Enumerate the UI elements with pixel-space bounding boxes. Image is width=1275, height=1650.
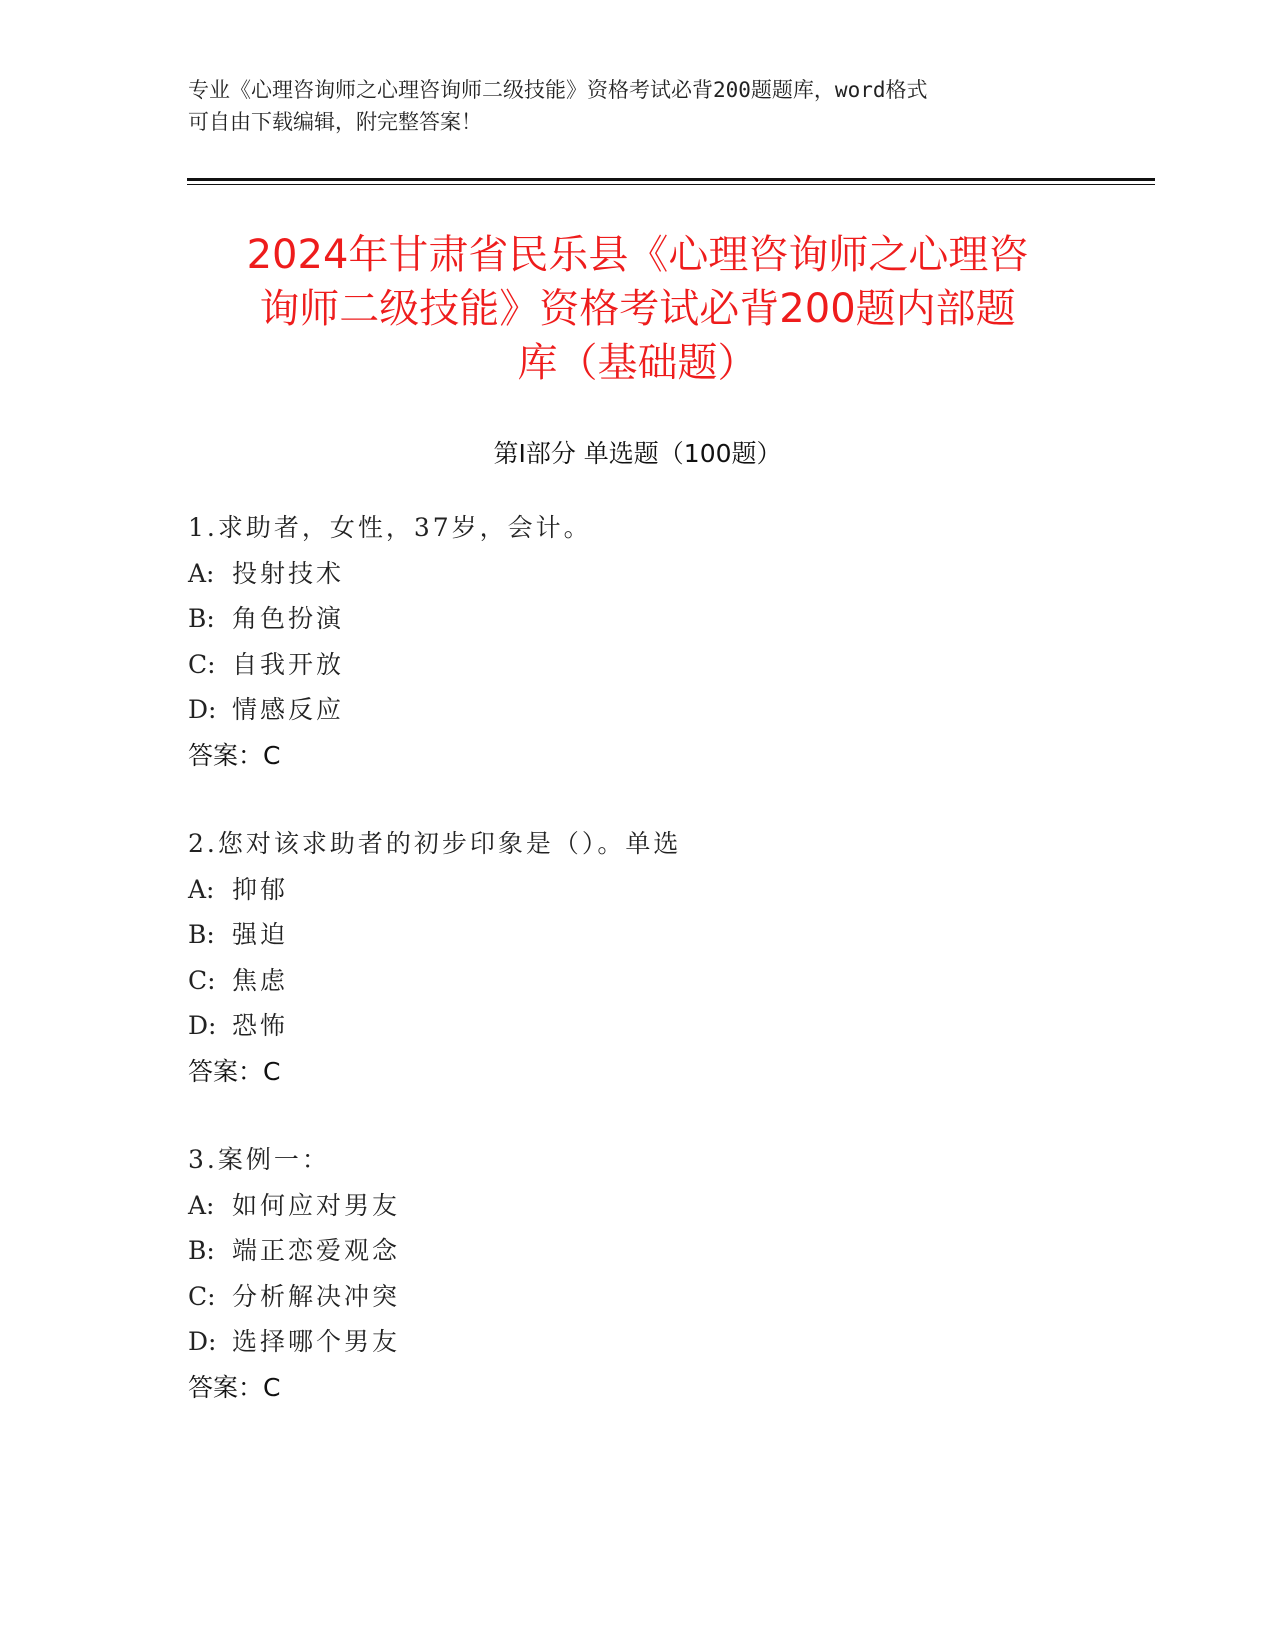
option-c bbox=[188, 958, 1088, 1004]
option-b bbox=[188, 1228, 1088, 1274]
question-stem: 2.您对该求助者的初步印象是（）。单选 bbox=[188, 829, 682, 858]
answer-label: 答案： bbox=[188, 1372, 264, 1402]
option-key: A: bbox=[188, 874, 215, 904]
header-divider-thin bbox=[187, 184, 1155, 185]
option-c bbox=[188, 642, 1088, 688]
document-title-line-1: 2024年甘肃省民乐县《心理咨询师之心理咨 bbox=[246, 232, 1029, 278]
answer-label: 答案： bbox=[188, 1056, 264, 1086]
answer-value: C bbox=[263, 740, 281, 770]
answer-line bbox=[188, 1365, 1088, 1411]
option-key: B: bbox=[188, 604, 215, 633]
option-key: C: bbox=[188, 1281, 216, 1311]
answer-line bbox=[188, 1049, 1088, 1095]
option-a bbox=[188, 1183, 1088, 1229]
answer-label: 答案： bbox=[188, 740, 264, 770]
option-key: B: bbox=[188, 1236, 215, 1265]
option-text: 分析解决冲突 bbox=[232, 1281, 401, 1311]
option-d bbox=[188, 1319, 1088, 1365]
option-a bbox=[188, 551, 1088, 597]
option-text: 抑郁 bbox=[232, 874, 289, 904]
option-text: 选择哪个男友 bbox=[232, 1327, 401, 1356]
question-2 bbox=[188, 821, 1088, 1094]
option-key: A: bbox=[188, 558, 215, 588]
header-note bbox=[188, 74, 1088, 138]
document-title-line-3: 库（基础题） bbox=[517, 340, 758, 386]
question-3 bbox=[188, 1137, 1088, 1410]
option-text: 投射技术 bbox=[232, 558, 345, 588]
option-text: 角色扮演 bbox=[232, 604, 345, 633]
option-text: 自我开放 bbox=[232, 649, 345, 679]
option-text: 情感反应 bbox=[232, 695, 345, 724]
option-key: D: bbox=[188, 695, 217, 724]
option-c bbox=[188, 1274, 1088, 1320]
option-text: 恐怖 bbox=[232, 1011, 289, 1040]
option-key: A: bbox=[188, 1190, 215, 1220]
option-text: 端正恋爱观念 bbox=[232, 1236, 401, 1265]
option-key: D: bbox=[188, 1011, 217, 1040]
document-title-line-2: 询师二级技能》资格考试必背200题内部题 bbox=[259, 286, 1016, 332]
option-key: C: bbox=[188, 649, 216, 679]
option-d bbox=[188, 687, 1088, 733]
option-text: 强迫 bbox=[232, 920, 289, 949]
option-d bbox=[188, 1003, 1088, 1049]
document-title bbox=[160, 228, 1115, 390]
question-1 bbox=[188, 505, 1088, 778]
answer-line bbox=[188, 733, 1088, 779]
header-divider-thick bbox=[187, 178, 1155, 181]
option-b bbox=[188, 596, 1088, 642]
question-stem: 1.求助者，女性，37岁，会计。 bbox=[188, 513, 592, 542]
question-stem: 3.案例一： bbox=[188, 1145, 330, 1174]
option-b bbox=[188, 912, 1088, 958]
header-note-line-2: 可自由下载编辑，附完整答案！ bbox=[188, 110, 482, 134]
header-note-line-1: 专业《心理咨询师之心理咨询师二级技能》资格考试必背200题题库，word格式 bbox=[188, 78, 928, 102]
option-a bbox=[188, 867, 1088, 913]
option-text: 焦虑 bbox=[232, 965, 289, 995]
answer-value: C bbox=[263, 1056, 281, 1086]
option-text: 如何应对男友 bbox=[232, 1190, 401, 1220]
option-key: C: bbox=[188, 965, 216, 995]
option-key: D: bbox=[188, 1327, 217, 1356]
section-heading: 第I部分 单选题（100题） bbox=[493, 439, 782, 468]
answer-value: C bbox=[263, 1372, 281, 1402]
option-key: B: bbox=[188, 920, 215, 949]
